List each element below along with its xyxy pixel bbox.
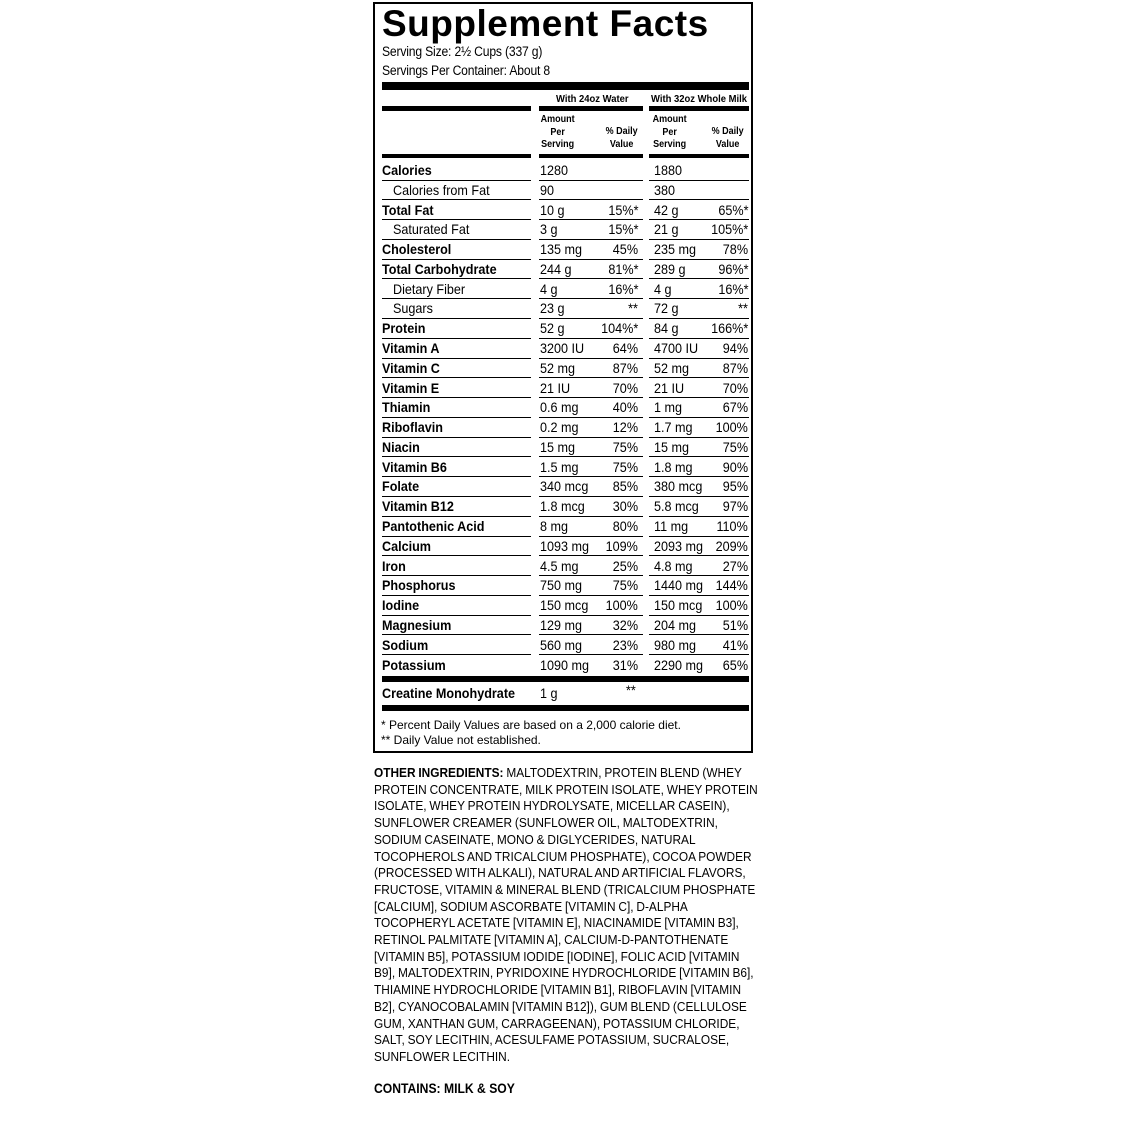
row-rule-left [382,476,531,477]
water-amount: 90 [540,181,555,198]
row-rule-milk [649,338,749,339]
nutrient-name: Total Carbohydrate [382,260,497,277]
water-daily-value: 104%* [600,320,638,337]
footnote-not-established: ** Daily Value not established. [381,733,541,747]
row-rule-left [382,615,531,616]
nutrient-name: Vitamin C [382,359,440,376]
row-rule-milk [649,595,749,596]
nutrient-name: Vitamin E [382,379,440,396]
row-rule-milk [649,437,749,438]
row-rule-water [539,456,643,457]
water-daily-value: 31% [612,656,638,673]
milk-amount: 380 mcg [654,478,703,495]
row-rule-water [539,239,643,240]
row-rule-water [539,397,643,398]
water-amount: 0.6 mg [540,399,579,416]
row-rule-water [539,634,643,635]
milk-amount: 4.8 mg [654,557,693,574]
water-amount: 150 mcg [540,597,589,614]
milk-daily-value: 16%* [717,280,748,297]
milk-amount: 1440 mg [654,577,704,594]
milk-amount: 1880 [654,162,683,178]
nutrient-name: Iron [382,557,406,574]
thick-divider-top [382,82,749,90]
row-rule-milk [649,417,749,418]
allergen-statement: CONTAINS: MILK & SOY [374,1081,515,1096]
water-amount: 52 mg [540,359,576,376]
water-amount-header: Amount Per Serving [540,114,575,150]
nutrient-name: Sugars [393,300,433,317]
milk-daily-value: 97% [722,498,748,515]
water-amount: 1.8 mcg [540,498,585,515]
water-daily-value: 25% [612,557,638,574]
row-rule-left [382,516,531,517]
row-rule-milk [649,575,749,576]
water-amount: 21 IU [540,379,571,396]
milk-amount: 2290 mg [654,656,704,673]
header-rule-water [539,106,643,111]
milk-daily-value: 27% [722,557,748,574]
row-rule-milk [649,318,749,319]
nutrient-name: Calories from Fat [393,181,490,198]
milk-daily-value: 75% [722,438,748,455]
row-rule-milk [649,397,749,398]
thick-divider-creatine-top [382,676,749,682]
milk-daily-value: 105%* [710,221,748,238]
water-daily-value: 45% [612,241,638,258]
water-daily-value: 109% [605,537,638,554]
nutrient-name: Cholesterol [382,241,452,258]
milk-amount: 2093 mg [654,537,704,554]
row-rule-left [382,239,531,240]
row-rule-left [382,278,531,279]
other-ingredients [374,765,761,1066]
water-amount: 4.5 mg [540,557,579,574]
nutrient-name: Calcium [382,537,432,554]
row-rule-water [539,338,643,339]
water-amount: 1090 mg [540,656,590,673]
milk-amount: 204 mg [654,616,697,633]
servings-per-container: Servings Per Container: About 8 [382,63,551,78]
milk-amount: 1 mg [654,399,683,416]
milk-daily-value: 100% [715,419,748,436]
nutrient-name: Magnesium [382,616,452,633]
nutrient-name: Riboflavin [382,419,443,436]
row-rule-milk [649,298,749,299]
milk-daily-value: 65%* [717,201,748,218]
water-daily-value: 15%* [607,221,638,238]
row-rule-left [382,219,531,220]
milk-daily-value: 90% [722,458,748,475]
milk-amount: 235 mg [654,241,697,258]
row-rule-milk [649,496,749,497]
water-amount: 15 mg [540,438,576,455]
nutrient-name: Folate [382,478,420,495]
water-daily-value: 81%* [607,260,638,277]
row-rule-left [382,654,531,655]
row-rule-milk [649,516,749,517]
nutrient-name: Vitamin A [382,340,440,357]
row-rule-left [382,338,531,339]
nutrient-name: Pantothenic Acid [382,518,485,535]
nutrient-name: Total Fat [382,201,434,218]
label-title: Supplement Facts [382,3,709,44]
milk-daily-value: 87% [722,359,748,376]
milk-amount: 15 mg [654,438,690,455]
milk-amount: 5.8 mcg [654,498,699,515]
milk-column-header: With 32oz Whole Milk [651,93,747,105]
milk-daily-value: 100% [715,597,748,614]
header-rule-milk [649,106,749,111]
water-daily-value: 75% [612,577,638,594]
row-rule-milk [649,239,749,240]
row-rule-left [382,555,531,556]
water-daily-value: 70% [612,379,638,396]
milk-dv-header: % Daily Value [711,126,744,150]
nutrient-name: Dietary Fiber [393,280,466,297]
row-rule-water [539,298,643,299]
water-daily-value: 32% [612,616,638,633]
milk-daily-value: 96%* [717,260,748,277]
water-amount: 129 mg [540,616,583,633]
water-amount: 10 g [540,201,565,218]
row-rule-milk [649,476,749,477]
water-amount: 0.2 mg [540,419,579,436]
water-daily-value: 16%* [607,280,638,297]
other-ingredients-text: MALTODEXTRIN, PROTEIN BLEND (WHEY PROTEIN CONCENTRATE, MILK PROTEIN ISOLATE, WHEY PROTEIN ISOLATE, WHEY PROTEIN HYDROLYSATE, MICELLAR CASEIN), SUNFLOWER CREAMER (SUNFLOWER OIL, MALTODEXTRIN, SODIUM CASEINATE, MONO & DIGLYCERIDES, NATURAL TOCOPHEROLS AND TRICALCIUM PHOSPHATE), COCOA POWDER (PROCESSED WITH ALKALI), NATURAL AND ARTIFICIAL FLAVORS, FRUCTOSE, VITAMIN & MINERAL BLEND (TRICALCIUM PHOSPHATE [CALCIUM], SODIUM ASCORBATE [VITAMIN C], D-ALPHA TOCOPHERYL ACETATE [VITAMIN E], NIACINAMIDE [VITAMIN B3], RETINOL PALMITATE [VITAMIN A], CALCIUM-D-PANTOTHENATE [VITAMIN B5], POTASSIUM IODIDE [IODINE], FOLIC ACID [VITAMIN B9], MALTODEXTRIN, PYRIDOXINE HYDROCHLORIDE [VITAMIN B6], THIAMINE HYDROCHLORIDE [VITAMIN B1], RIBOFLAVIN [VITAMIN B2], CYANOCOBALAMIN [VITAMIN B12]), GUM BLEND (CELLULOSE GUM, XANTHAN GUM, CARRAGEENAN), POTASSIUM CHLORIDE, SALT, SOY LECITHIN, ACESULFAME POTASSIUM, SUCRALOSE, SUNFLOWER LECITHIN. [374,765,758,1064]
row-rule-water [539,377,643,378]
row-rule-left [382,634,531,635]
water-daily-value: 75% [612,458,638,475]
row-rule-milk [649,555,749,556]
milk-daily-value: 51% [722,616,748,633]
row-rule-milk [649,456,749,457]
row-rule-milk [649,615,749,616]
water-daily-value: 85% [612,478,638,495]
milk-amount: 150 mcg [654,597,703,614]
water-daily-value: 100% [605,597,638,614]
milk-amount: 84 g [654,320,679,337]
row-rule-water [539,318,643,319]
milk-daily-value: 94% [722,340,748,357]
row-rule-water [539,180,643,181]
milk-amount: 72 g [654,300,679,317]
nutrient-name: Vitamin B6 [382,458,447,475]
water-amount: 340 mcg [540,478,589,495]
water-amount: 750 mg [540,577,583,594]
row-rule-left [382,318,531,319]
water-daily-value: 30% [612,498,638,515]
row-rule-left [382,397,531,398]
row-rule-water [539,476,643,477]
milk-amount-header: Amount Per Serving [652,114,687,150]
creatine-name: Creatine Monohydrate [382,685,516,701]
nutrient-name: Phosphorus [382,577,456,594]
water-amount: 8 mg [540,518,569,535]
milk-amount: 4700 IU [654,340,699,357]
row-rule-water [539,437,643,438]
water-amount: 52 g [540,320,565,337]
milk-daily-value: 65% [722,656,748,673]
footnote-percent-dv: * Percent Daily Values are based on a 2,000 calorie diet. [381,718,681,732]
row-rule-water [539,417,643,418]
milk-daily-value: 166%* [710,320,748,337]
milk-daily-value: 41% [722,636,748,653]
water-daily-value: 64% [612,340,638,357]
row-rule-left [382,595,531,596]
nutrient-name: Saturated Fat [393,221,470,238]
row-rule-milk [649,634,749,635]
nutrient-name: Thiamin [382,399,431,416]
row-rule-water [539,199,643,200]
milk-amount: 11 mg [654,518,689,535]
water-column-header: With 24oz Water [556,93,629,105]
milk-amount: 1.7 mg [654,419,693,436]
row-rule-water [539,615,643,616]
rows-rule-left [382,154,531,158]
milk-amount: 52 mg [654,359,690,376]
water-amount: 3200 IU [540,340,585,357]
thick-divider-creatine-bottom [382,705,749,711]
row-rule-water [539,496,643,497]
creatine-dv: ** [626,682,636,698]
other-ingredients-label: OTHER INGREDIENTS: [374,765,504,780]
row-rule-milk [649,259,749,260]
water-amount: 1.5 mg [540,458,579,475]
row-rule-left [382,496,531,497]
water-amount: 1280 [540,162,569,178]
header-rule-left [382,106,531,111]
water-daily-value: 80% [612,518,638,535]
nutrient-name: Protein [382,320,426,337]
milk-amount: 289 g [654,260,686,277]
water-amount: 135 mg [540,241,583,258]
water-amount: 3 g [540,221,558,238]
milk-daily-value: 209% [715,537,748,554]
milk-daily-value: 78% [722,241,748,258]
row-rule-water [539,595,643,596]
water-daily-value: 23% [612,636,638,653]
water-amount: 560 mg [540,636,583,653]
row-rule-water [539,278,643,279]
rows-rule-water [539,154,643,158]
water-amount: 244 g [540,260,572,277]
row-rule-milk [649,654,749,655]
row-rule-water [539,259,643,260]
nutrient-name: Iodine [382,597,420,614]
row-rule-water [539,516,643,517]
row-rule-milk [649,377,749,378]
row-rule-milk [649,219,749,220]
water-daily-value: 15%* [607,201,638,218]
milk-amount: 42 g [654,201,679,218]
row-rule-left [382,575,531,576]
rows-rule-milk [649,154,749,158]
milk-amount: 21 IU [654,379,685,396]
row-rule-left [382,377,531,378]
row-rule-water [539,575,643,576]
row-rule-water [539,654,643,655]
row-rule-water [539,219,643,220]
milk-daily-value: 70% [722,379,748,396]
creatine-amount: 1 g [540,685,558,701]
water-daily-value: 75% [612,438,638,455]
nutrient-name: Calories [382,162,432,178]
milk-amount: 4 g [654,280,672,297]
water-dv-header: % Daily Value [605,126,638,150]
milk-daily-value: 144% [715,577,748,594]
water-amount: 4 g [540,280,558,297]
milk-amount: 21 g [654,221,679,238]
milk-amount: 980 mg [654,636,697,653]
water-daily-value: 40% [612,399,638,416]
milk-daily-value: 67% [722,399,748,416]
row-rule-milk [649,199,749,200]
water-daily-value: ** [628,300,638,317]
milk-amount: 1.8 mg [654,458,693,475]
serving-size: Serving Size: 2½ Cups (337 g) [382,44,543,59]
row-rule-left [382,298,531,299]
nutrient-name: Sodium [382,636,429,653]
milk-amount: 380 [654,181,676,198]
water-daily-value: 87% [612,359,638,376]
row-rule-left [382,437,531,438]
row-rule-left [382,199,531,200]
milk-daily-value: ** [738,300,748,317]
milk-daily-value: 110% [716,518,748,535]
nutrient-name: Vitamin B12 [382,498,454,515]
row-rule-left [382,417,531,418]
water-daily-value: 12% [612,419,638,436]
water-amount: 23 g [540,300,565,317]
nutrient-name: Niacin [382,438,420,455]
row-rule-milk [649,278,749,279]
water-amount: 1093 mg [540,537,590,554]
row-rule-water [539,555,643,556]
nutrient-name: Potassium [382,656,446,673]
milk-daily-value: 95% [722,478,748,495]
row-rule-left [382,456,531,457]
row-rule-left [382,259,531,260]
